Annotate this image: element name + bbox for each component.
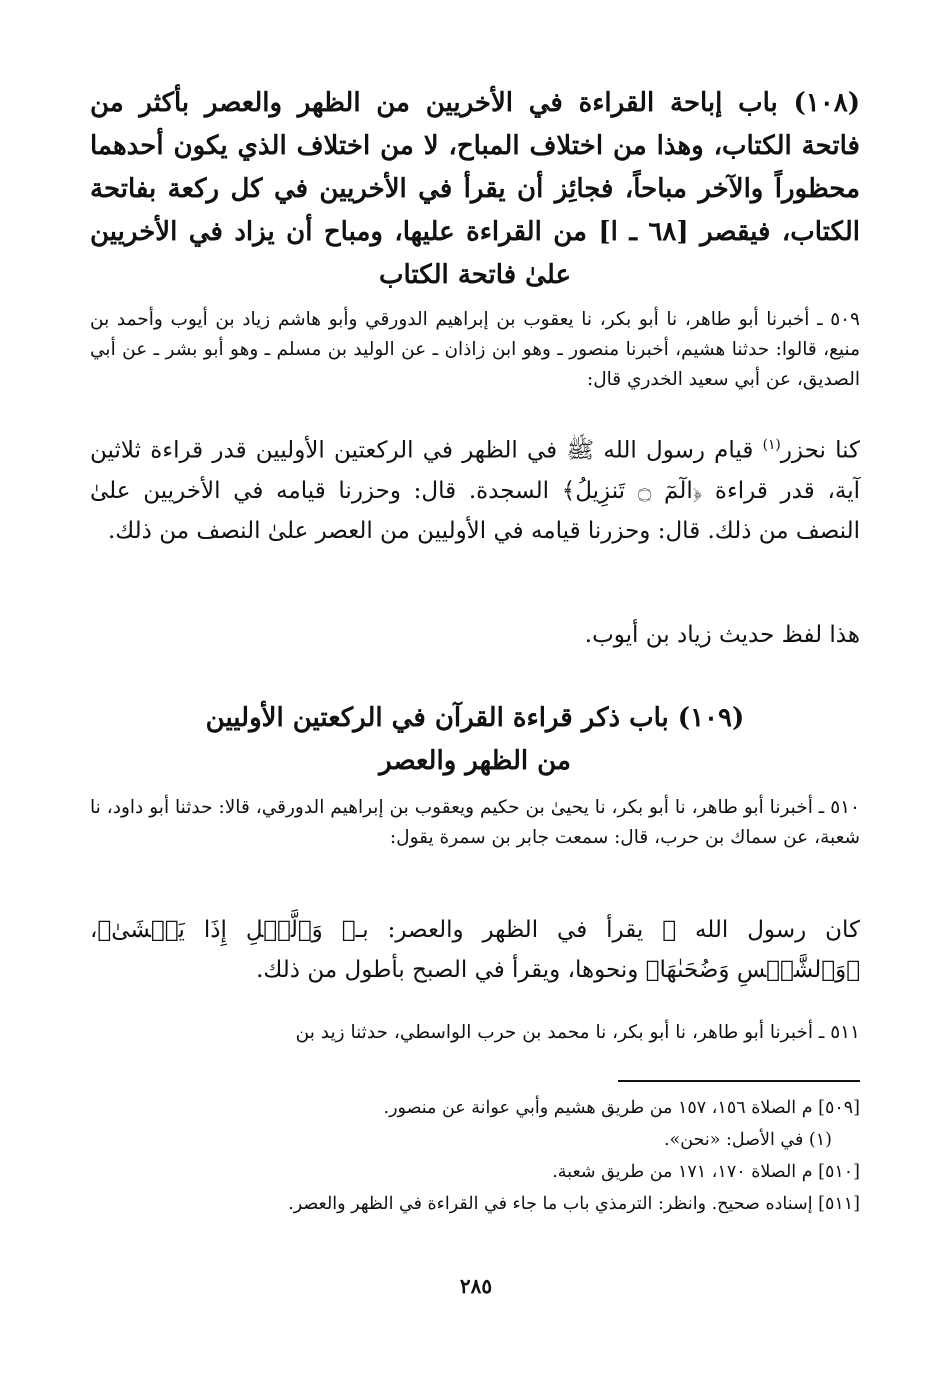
footnote-separator (618, 1080, 860, 1082)
footnote-510: [٥١٠] م الصلاة ١٧٠، ١٧١ من طريق شعبة. (552, 1162, 860, 1182)
hadith-509-matn-rest: قيام رسول الله ﷺ في الظهر في الركعتين الأوليين قدر قراءة ثلاثين آية، قدر قراءة ﴿الٓمٓ ۝ تَنزِيلُ﴾ السجدة. قال: وحزرنا قيامه في الأخريين علىٰ النصف من ذلك. قال: وحزرنا قيامه في الأوليين من العصر علىٰ النصف من ذلك. (90, 437, 860, 544)
hadith-509-note: هذا لفظ حديث زياد بن أيوب. (584, 622, 860, 648)
footnote-1: (١) في الأصل: «نحن». (663, 1130, 832, 1150)
chapter-109-heading-line-1: (١٠٩) باب ذكر قراءة القرآن في الركعتين الأوليين (205, 703, 745, 733)
hadith-509-isnad: ٥٠٩ ـ أخبرنا أبو طاهر، نا أبو بكر، نا يعقوب بن إبراهيم الدورقي وأبو هاشم زياد بن أيوب وأحمد بن منيع، قالوا: حدثنا هشيم، أخبرنا منصور ـ وهو ابن زاذان ـ عن الوليد بن مسلم ـ وهو أبو بشر ـ عن أبي الصديق، عن أبي سعيد الخدري قال: (90, 309, 860, 390)
hadith-511-isnad: ٥١١ ـ أخبرنا أبو طاهر، نا أبو بكر، نا محمد بن حرب الواسطي، حدثنا زيد بن (295, 1022, 860, 1043)
page-number: ٢٨٥ (459, 1274, 493, 1298)
footnotes (90, 1092, 860, 1220)
hadith-509-matn (90, 425, 860, 551)
footnote-509: [٥٠٩] م الصلاة ١٥٦، ١٥٧ من طريق هشيم وأبي عوانة عن منصور. (383, 1098, 860, 1118)
footnote-511: [٥١١] إسناده صحيح. وانظر: الترمذي باب ما جاء في القراءة في الظهر والعصر. (288, 1194, 860, 1214)
hadith-510-isnad: ٥١٠ ـ أخبرنا أبو طاهر، نا أبو بكر، نا يحيىٰ بن حكيم ويعقوب بن إبراهيم الدورقي، قالا: حدثنا أبو داود، نا شعبة، عن سماك بن حرب، قال: سمعت جابر بن سمرة يقول: (90, 797, 860, 848)
chapter-109-heading-line-2: من الظهر والعصر (379, 746, 571, 776)
footnote-marker-1: (١) (762, 437, 781, 453)
hadith-509-matn-start: كنا نحزر (780, 437, 860, 464)
hadith-510-matn: كان رسول الله ﷺ يقرأ في الظهر والعصر: بـ﴿ وَٱلَّيۡلِ إِذَا يَغۡشَىٰ﴾، ﴿وَٱلشَّمۡسِ وَضُحَىٰهَا﴾ ونحوها، ويقرأ في الصبح بأطول من ذلك. (90, 917, 860, 983)
chapter-109-heading (90, 697, 860, 783)
chapter-108-heading: (١٠٨) باب إباحة القراءة في الأخريين من الظهر والعصر بأكثر من فاتحة الكتاب، وهذا من اختلاف المباح، لا من اختلاف الذي يكون أحدهما محظوراً والآخر مباحاً، فجائِز أن يقرأ في الأخريين في كل ركعة بفاتحة الكتاب، فيقصر [٦٨ ـ ا] من القراءة عليها، ومباح أن يزاد في الأخريين علىٰ فاتحة الكتاب (90, 88, 860, 290)
